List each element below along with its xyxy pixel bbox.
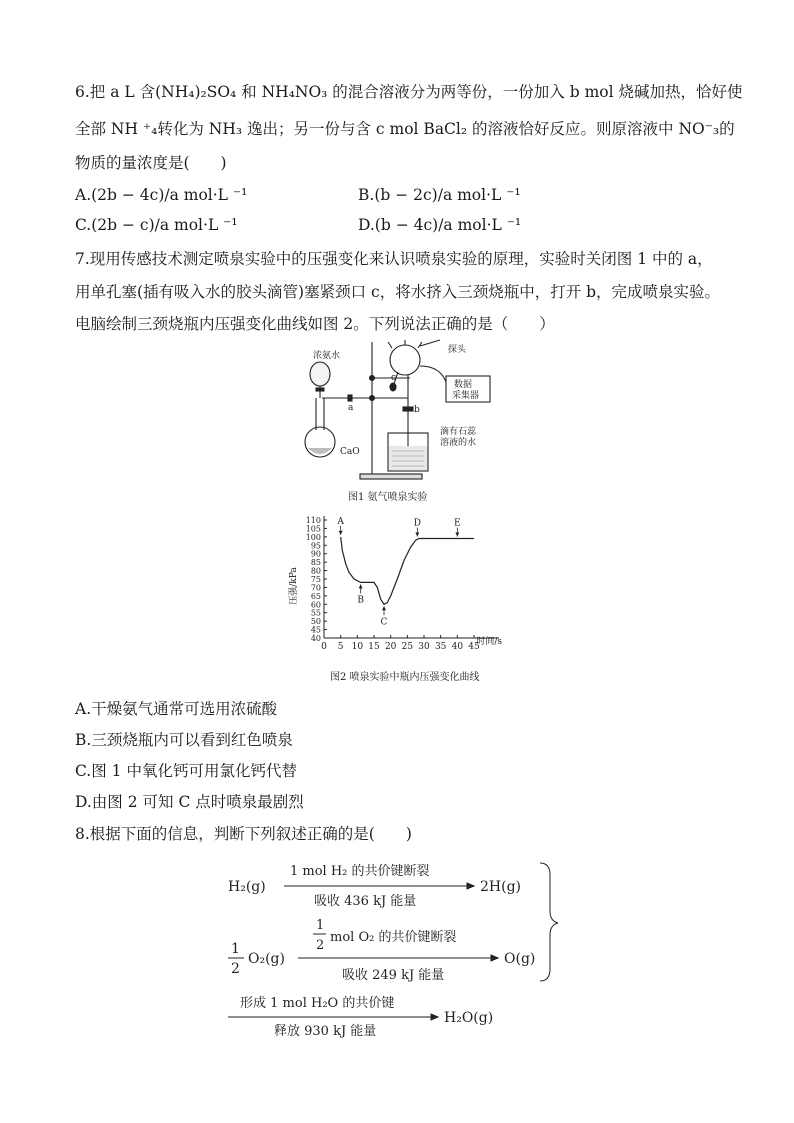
x-tick-label: 35 — [434, 642, 447, 652]
x-tick-label: 25 — [401, 642, 414, 652]
r2-right: O(g) — [504, 951, 536, 967]
r2-above-den: 2 — [316, 938, 325, 953]
q6-option-c: C.(2b − c)/a mol·L ⁻¹ — [75, 216, 238, 234]
y-tick-label: 60 — [310, 600, 321, 610]
fig1-label-c: c — [391, 373, 397, 383]
point-label-a: A — [337, 516, 344, 527]
x-tick-label: 0 — [321, 642, 327, 652]
q7-stem-line2: 用单孔塞(插有吸入水的胶头滴管)塞紧颈口 c，将水挤入三颈烧瓶中，打开 b，完成喷泉实验。 — [75, 283, 721, 301]
chart-ylabel: 压强/kPa — [289, 567, 299, 605]
x-tick-label: 15 — [368, 642, 380, 652]
point-arrowhead-a — [339, 531, 343, 535]
y-tick-label: 65 — [310, 591, 321, 601]
y-tick-label: 90 — [310, 549, 321, 559]
y-tick-label: 80 — [310, 566, 321, 576]
y-tick-label: 55 — [310, 608, 321, 618]
point-label-e: E — [454, 518, 461, 529]
x-tick-label: 5 — [337, 642, 344, 652]
x-tick-label: 10 — [351, 642, 364, 652]
x-tick-label: 30 — [418, 642, 430, 652]
q6-stem-line2: 全部 NH ⁺₄转化为 NH₃ 逸出；另一份与含 c mol BaCl₂ 的溶液恰好反应。则原溶液中 NO⁻₃的 — [75, 120, 735, 138]
r1-above: 1 mol H₂ 的共价键断裂 — [290, 864, 430, 879]
fig1-collector-l1: 数据 — [454, 380, 473, 390]
y-tick-label: 105 — [305, 524, 321, 534]
q8-reaction-scheme — [222, 855, 562, 1040]
fig2-pressure-chart — [284, 512, 510, 664]
r1-left: H₂(g) — [228, 879, 266, 895]
r3-below: 释放 930 kJ 能量 — [274, 1024, 377, 1039]
q7-option-a: A.干燥氨气通常可选用浓硫酸 — [75, 700, 278, 718]
q8-stem: 8.根据下面的信息，判断下列叙述正确的是( ) — [75, 825, 412, 843]
q6-stem-line1: 6.把 a L 含(NH₄)₂SO₄ 和 NH₄NO₃ 的混合溶液分为两等份，一份加入 b mol 烧碱加热，恰好使 — [75, 83, 743, 101]
q7-option-c: C.图 1 中氧化钙可用氯化钙代替 — [75, 762, 297, 780]
r3-right: H₂O(g) — [444, 1010, 494, 1026]
fig1-label-probe: 探头 — [448, 345, 467, 355]
q6-option-b: B.(b − 2c)/a mol·L ⁻¹ — [358, 186, 521, 204]
pressure-curve — [341, 537, 474, 604]
fig1-water-l1: 滴有石蕊 — [440, 427, 477, 437]
y-tick-label: 45 — [310, 625, 321, 635]
y-tick-label: 50 — [310, 617, 321, 627]
r1-right: 2H(g) — [480, 879, 522, 895]
r2-left: O₂(g) — [248, 951, 285, 967]
r2-frac-num: 1 — [231, 941, 240, 957]
fig1-label-cao: CaO — [340, 447, 360, 457]
point-arrowhead-d — [415, 533, 419, 537]
point-arrowhead-b — [359, 584, 363, 588]
r2-above-num: 1 — [316, 918, 325, 933]
x-tick-label: 45 — [468, 642, 480, 652]
point-arrowhead-c — [382, 606, 386, 610]
q7-option-b: B.三颈烧瓶内可以看到红色喷泉 — [75, 731, 293, 749]
q7-option-d: D.由图 2 可知 C 点时喷泉最剧烈 — [75, 793, 304, 811]
x-tick-label: 20 — [384, 642, 397, 652]
q6-option-a: A.(2b − 4c)/a mol·L ⁻¹ — [75, 186, 248, 204]
r2-above: mol O₂ 的共价键断裂 — [330, 930, 457, 945]
r3-above: 形成 1 mol H₂O 的共价键 — [240, 996, 395, 1011]
point-label-c: C — [380, 617, 388, 628]
fig1-label-b: b — [414, 405, 420, 415]
chart-xlabel: 时间/s — [476, 637, 502, 647]
point-arrowhead-e — [455, 533, 459, 537]
point-label-b: B — [357, 595, 364, 606]
r2-frac-den: 2 — [231, 961, 240, 977]
y-tick-label: 40 — [310, 634, 321, 643]
q6-option-d: D.(b − 4c)/a mol·L ⁻¹ — [358, 216, 522, 234]
r2-below: 吸收 249 kJ 能量 — [342, 968, 445, 983]
x-tick-label: 40 — [451, 642, 464, 652]
y-tick-label: 75 — [310, 575, 321, 584]
q7-stem-line3: 电脑绘制三颈烧瓶内压强变化曲线如图 2。下列说法正确的是（ ） — [75, 315, 555, 333]
fig1-collector-l2: 采集器 — [452, 391, 480, 401]
fig1-label-ammonia: 浓氨水 — [313, 351, 341, 361]
fig2-caption: 图2 喷泉实验中瓶内压强变化曲线 — [330, 672, 480, 683]
fig1-apparatus-diagram — [300, 338, 500, 486]
y-tick-label: 100 — [305, 532, 321, 542]
q7-stem-line1: 7.现用传感技术测定喷泉实验中的压强变化来认识喷泉实验的原理，实验时关闭图 1 中的 a， — [75, 250, 713, 268]
fig1-label-a: a — [348, 403, 354, 413]
y-tick-label: 110 — [305, 516, 321, 525]
q6-stem-line3: 物质的量浓度是( ) — [75, 154, 227, 172]
point-label-d: D — [413, 518, 421, 529]
y-tick-label: 85 — [310, 558, 321, 568]
y-tick-label: 70 — [310, 583, 321, 593]
fig1-caption: 图1 氨气喷泉实验 — [348, 492, 428, 503]
y-tick-label: 95 — [310, 541, 321, 551]
r1-below: 吸收 436 kJ 能量 — [314, 894, 417, 909]
fig1-water-l2: 溶液的水 — [440, 438, 477, 448]
